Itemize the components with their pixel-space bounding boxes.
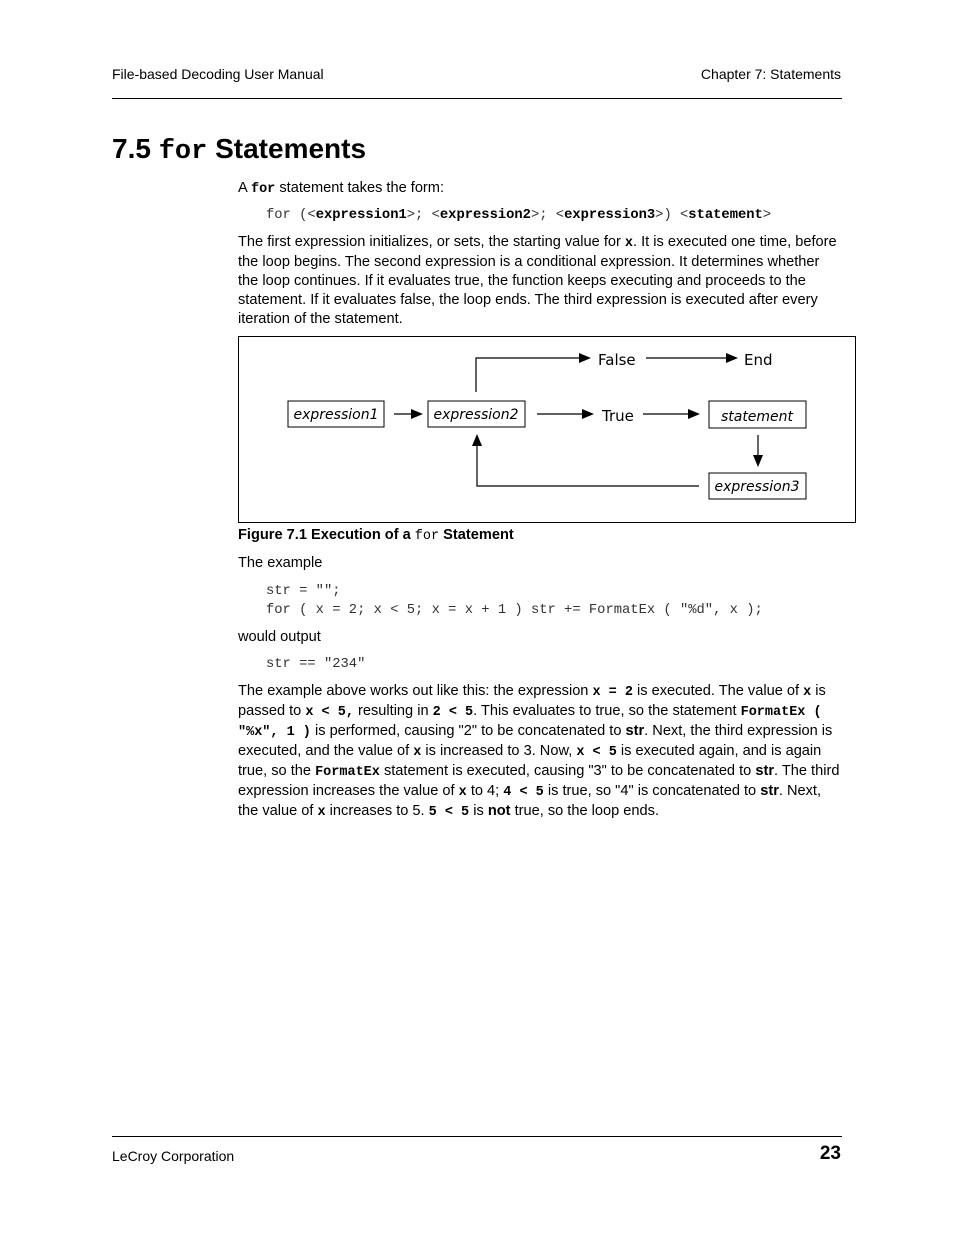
section-title [112,131,366,170]
caption-prefix: Figure 7.1 Execution of a [238,527,415,543]
intro-text-after: statement takes the form: [275,180,445,196]
explanation-code: x [317,805,326,820]
label-true: True [602,407,634,425]
description-paragraph [238,233,842,329]
example-code-line-1: str = ""; [266,584,341,599]
syntax-part: >) < [655,208,689,223]
explanation-code: x = 2 [592,685,633,700]
arrowhead [411,409,423,419]
header-rule [112,98,842,99]
arrowhead [753,455,763,467]
explanation-text: resulting in [353,703,433,719]
explanation-paragraph [238,682,842,822]
arrowhead [688,409,700,419]
explanation-text: is executed. The value of [633,683,804,699]
explanation-code: 2 < 5 [432,705,474,720]
explanation-text: increases to 5. [325,803,429,819]
example-label: The example [238,555,323,571]
caption-keyword: for [414,529,440,544]
header-chapter: Chapter 7: Statements [700,66,841,82]
syntax-expression2: expression2 [439,208,531,223]
output-code: str == "234" [266,657,366,672]
footer-rule [112,1136,842,1137]
page-number: 23 [819,1143,841,1164]
footer-company: LeCroy Corporation [112,1148,235,1164]
explanation-bold: str [755,763,774,779]
explanation-bold: str [625,723,645,739]
explanation-text: . The third expression increases the value of [238,763,840,799]
label-expression2: expression2 [433,407,519,423]
explanation-bold: str [760,783,779,799]
output-label: would output [238,629,321,645]
syntax-statement: statement [688,208,763,223]
explanation-text: true, so the loop ends. [510,803,659,819]
explanation-text: . This evaluates to true, so the statement [473,703,741,719]
explanation-text: to 4; [466,783,504,799]
explanation-text: is [469,803,488,819]
syntax-code [266,206,771,225]
section-number: 7.5 [112,133,151,164]
syntax-expression3: expression3 [564,208,656,223]
arrowhead [472,434,482,446]
explanation-code: x [458,785,467,800]
label-expression1: expression1 [293,407,379,423]
arrow-expr3-expr2 [477,445,699,486]
syntax-part: > [762,208,772,223]
intro-keyword: for [250,182,276,197]
arrowhead [582,409,594,419]
explanation-text: . Next, the value of [238,783,822,819]
figure-caption [238,527,514,544]
syntax-expression1: expression1 [315,208,407,223]
label-end: End [744,351,773,369]
explanation-text: statement is executed, causing "3" to be concatenated to [379,763,756,779]
explanation-text: . Next, the third expression is executed, and the value of [238,723,833,759]
flow-diagram-svg [239,337,855,522]
syntax-part: for (< [266,208,316,223]
explanation-code: x [803,685,812,700]
explanation-bold: not [487,803,511,819]
section-title-text: Statements [215,133,367,164]
example-code-line-2: for ( x = 2; x < 5; x = x + 1 ) str += FormatEx ( "%d", x ); [266,603,763,618]
explanation-code: 4 < 5 [503,785,544,800]
explanation-text: is increased to 3. Now, [421,743,577,759]
intro-paragraph [238,179,842,199]
explanation-text: is performed, causing "2" to be concatenated to [310,723,626,739]
explanation-code: FormatEx [315,765,380,780]
flow-diagram [238,336,856,523]
explanation-code: x < 5, [305,705,354,720]
explanation-code: x [413,745,422,760]
label-statement: statement [720,409,794,425]
label-expression3: expression3 [714,479,800,495]
intro-text-before: A [238,180,251,196]
arrow-expr2-false [476,358,579,392]
description-var-x: x [624,236,634,251]
header-manual-title: File-based Decoding User Manual [112,66,324,82]
explanation-text: is true, so "4" is concatenated to [543,783,761,799]
syntax-part: >; < [406,208,440,223]
arrowhead [726,353,738,363]
description-text: . It is executed one time, before the loop begins. The second expression is a conditional expression. It determines whether the loop continues. If it evaluates true, the function keeps executing and proceeds to the statement. If it evaluates false, the loop ends. The third expression is executed after every iteration of the statement. [238,234,837,327]
explanation-code: FormatEx ( "%x", 1 ) [238,705,822,740]
label-false: False [598,351,636,369]
explanation-code: 5 < 5 [428,805,470,820]
caption-suffix: Statement [439,527,514,543]
section-keyword: for [158,137,208,167]
explanation-text: is executed again, and is again true, so the [238,743,822,779]
explanation-code: x < 5 [576,745,617,760]
arrowhead [579,353,591,363]
explanation-text: The example above works out like this: the expression [238,683,593,699]
syntax-part: >; < [530,208,565,223]
explanation-text: is passed to [238,683,826,719]
description-text: The first expression initializes, or sets, the starting value for [238,234,625,250]
